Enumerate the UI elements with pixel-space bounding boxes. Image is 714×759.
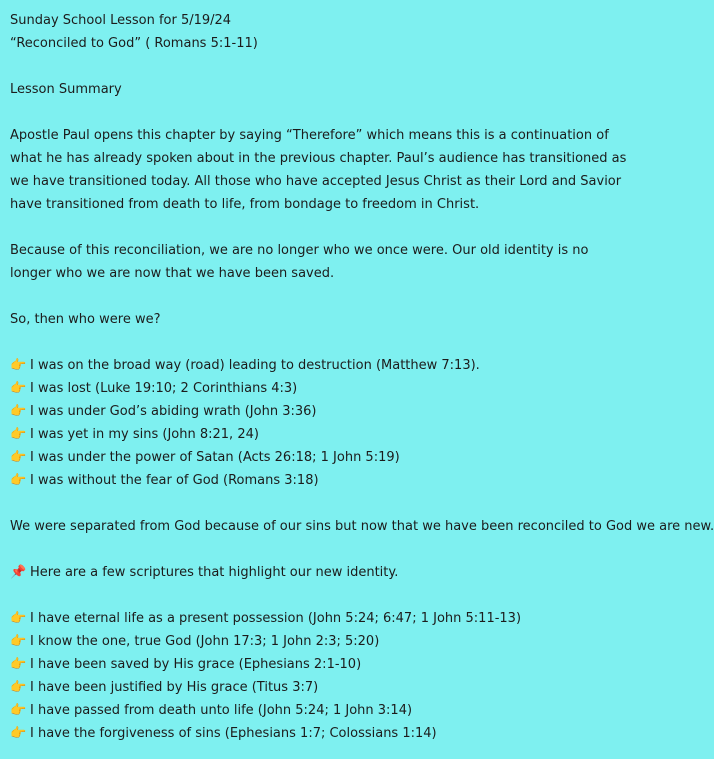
list-item: 👉 I know the one, true God (John 17:3; 1 John 2:3; 5:20) (10, 630, 630, 653)
paragraph-separated: We were separated from God because of our sins but now that we have been reconciled to God we are new. (10, 519, 714, 534)
pointing-hand-icon: 👉 (10, 427, 27, 442)
pointing-hand-icon: 👉 (10, 381, 27, 396)
pointing-hand-icon: 👉 (10, 726, 27, 741)
paragraph-intro: Apostle Paul opens this chapter by saying “Therefore” which means this is a continuation of what he has already spoken about in the previous chapter. Paul’s audience has transitioned as we have transitioned today. All those who have accepted Jesus Christ as their Lord and Savior have transitioned from death to life, from bondage to freedom in Christ. (10, 128, 627, 212)
list-item: 👉 I have the forgiveness of sins (Ephesians 1:7; Colossians 1:14) (10, 722, 630, 745)
list-item: 👉 I was lost (Luke 19:10; 2 Corinthians 4:3) (10, 377, 630, 400)
list-item: 👉 I was on the broad way (road) leading to destruction (Matthew 7:13). (10, 354, 630, 377)
new-identity-list (10, 607, 630, 745)
lesson-subtitle: “Reconciled to God” ( Romans 5:1-11) (10, 36, 258, 51)
pointing-hand-icon: 👉 (10, 703, 27, 718)
list-item: 👉 I have been saved by His grace (Ephesians 2:1-10) (10, 653, 630, 676)
list-item: 👉 I was under the power of Satan (Acts 26:18; 1 John 5:19) (10, 446, 630, 469)
list-item: 👉 I have passed from death unto life (John 5:24; 1 John 3:14) (10, 699, 630, 722)
old-identity-list (10, 354, 630, 492)
pointing-hand-icon: 👉 (10, 404, 27, 419)
list-item: 👉 I was yet in my sins (John 8:21, 24) (10, 423, 630, 446)
pointing-hand-icon: 👉 (10, 680, 27, 695)
pushpin-icon: 📌 (10, 565, 27, 580)
pointing-hand-icon: 👉 (10, 473, 27, 488)
pointing-hand-icon: 👉 (10, 657, 27, 672)
paragraph-reconciliation: Because of this reconciliation, we are no longer who we once were. Our old identity is no longer who we are now that we have been saved. (10, 243, 589, 281)
lesson-title: Sunday School Lesson for 5/19/24 (10, 13, 232, 28)
pointing-hand-icon: 👉 (10, 634, 27, 649)
list-item: 👉 I have been justified by His grace (Titus 3:7) (10, 676, 630, 699)
list-item: 👉 I was under God’s abiding wrath (John 3:36) (10, 400, 630, 423)
list-item: 👉 I was without the fear of God (Romans 3:18) (10, 469, 630, 492)
pointing-hand-icon: 👉 (10, 611, 27, 626)
pointing-hand-icon: 👉 (10, 358, 27, 373)
scriptures-intro: 📌 Here are a few scriptures that highlight our new identity. (10, 561, 630, 584)
list-item: 👉 I have eternal life as a present possession (John 5:24; 6:47; 1 John 5:11-13) (10, 607, 630, 630)
pointing-hand-icon: 👉 (10, 450, 27, 465)
summary-heading: Lesson Summary (10, 82, 122, 97)
question-line: So, then who were we? (10, 312, 161, 327)
